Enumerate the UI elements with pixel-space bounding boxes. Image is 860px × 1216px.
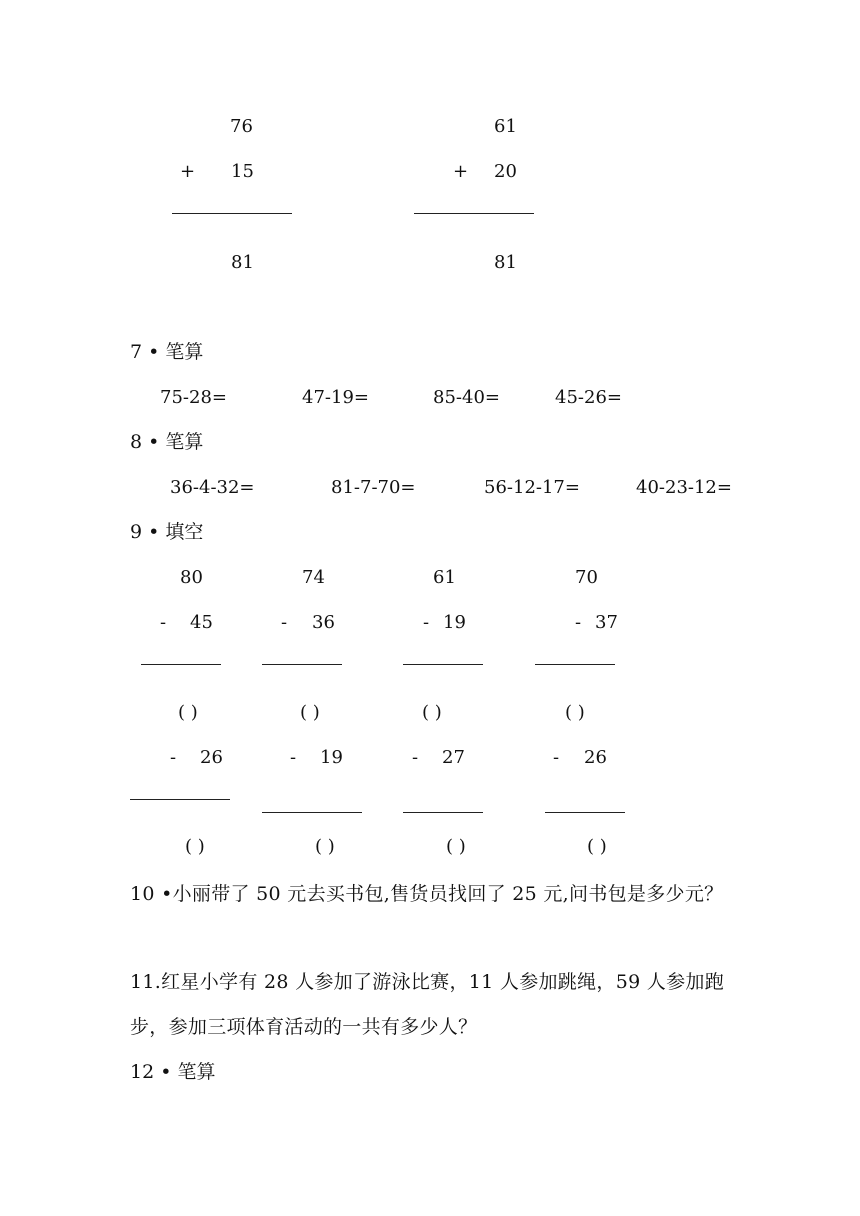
minuend: 70 [575,567,598,588]
sum-result: 81 [231,252,254,273]
difference-line [403,812,483,813]
answer-blank[interactable]: ( ) [565,702,585,723]
answer-blank[interactable]: ( ) [185,836,205,857]
addend-top: 76 [230,116,253,137]
subtrahend: 26 [200,747,223,768]
difference-line [262,812,362,813]
q7-item-1: 75-28= [160,387,227,408]
q7-heading: 7 • 笔算 [130,341,204,363]
answer-blank[interactable]: ( ) [587,836,607,857]
minus-sign: - [290,747,297,768]
minuend: 61 [433,567,456,588]
q11-text-line-1: 11.红星小学有 28 人参加了游泳比赛，11 人参加跳绳，59 人参加跑 [130,971,725,993]
subtrahend: 37 [595,612,618,633]
q8-item-1: 36-4-32= [170,477,255,498]
answer-blank[interactable]: ( ) [446,836,466,857]
sum-result: 81 [494,252,517,273]
subtrahend: 45 [190,612,213,633]
difference-line [262,664,342,665]
minuend: 80 [180,567,203,588]
q10-text: 10 •小丽带了 50 元去买书包,售货员找回了 25 元,问书包是多少元？ [130,883,724,905]
sum-line [414,213,534,214]
answer-blank[interactable]: ( ) [315,836,335,857]
answer-blank[interactable]: ( ) [178,702,198,723]
q11-text-line-2: 步，参加三项体育活动的一共有多少人？ [130,1016,478,1038]
minus-sign: - [575,612,582,633]
addend-top: 61 [494,116,517,137]
sum-line [172,213,292,214]
minus-sign: - [553,747,560,768]
plus-sign: + [180,161,196,182]
subtrahend: 26 [584,747,607,768]
addend-bottom: 15 [231,161,254,182]
q7-item-2: 47-19= [302,387,369,408]
plus-sign: + [453,161,469,182]
minuend: 74 [302,567,325,588]
addend-bottom: 20 [494,161,517,182]
answer-blank[interactable]: ( ) [300,702,320,723]
difference-line [545,812,625,813]
subtrahend: 19 [320,747,343,768]
minus-sign: - [412,747,419,768]
subtrahend: 19 [443,612,466,633]
q8-item-3: 56-12-17= [484,477,580,498]
q12-heading: 12 • 笔算 [130,1061,216,1083]
subtrahend: 36 [312,612,335,633]
difference-line [535,664,615,665]
difference-line [141,664,221,665]
minus-sign: - [160,612,167,633]
minus-sign: - [281,612,288,633]
answer-blank[interactable]: ( ) [422,702,442,723]
q7-item-3: 85-40= [433,387,500,408]
q8-item-2: 81-7-70= [331,477,416,498]
minus-sign: - [423,612,430,633]
difference-line [403,664,483,665]
difference-line [130,799,230,800]
q9-heading: 9 • 填空 [130,521,204,543]
subtrahend: 27 [442,747,465,768]
q7-item-4: 45-26= [555,387,622,408]
q8-heading: 8 • 笔算 [130,431,204,453]
q8-item-4: 40-23-12= [636,477,732,498]
minus-sign: - [170,747,177,768]
